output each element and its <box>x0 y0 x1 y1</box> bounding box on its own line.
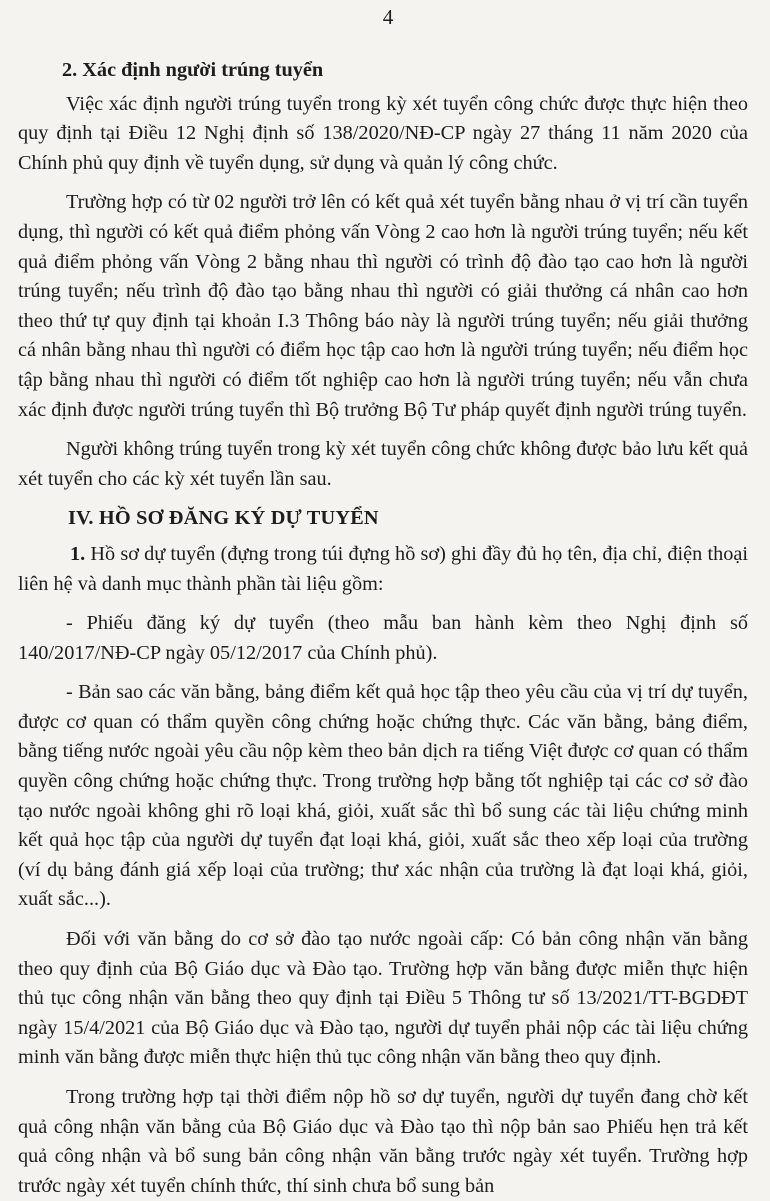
bullet-paragraph: - Bản sao các văn bằng, bảng điểm kết quả học tập theo yêu cầu của vị trí dự tuyển, được cơ quan có thẩm quyền công chứng hoặc chứng thực. Các văn bằng, bảng điểm, bằng tiếng nước ngoài yêu cầu nộp kèm theo bản dịch ra tiếng Việt được cơ quan có thẩm quyền công chứng hoặc chứng thực. Trong trường hợp bằng tốt nghiệp tại các cơ sở đào tạo nước ngoài không ghi rõ loại khá, giỏi, xuất sắc thì bổ sung các tài liệu chứng minh kết quả học tập của người dự tuyển đạt loại khá, giỏi, xuất sắc theo xếp loại của trường (ví dụ bảng đánh giá xếp loại của trường; thư xác nhận của trường là đạt loại khá, giỏi, xuất sắc...). <box>18 681 748 911</box>
bullet-paragraph: - Phiếu đăng ký dự tuyển (theo mẫu ban hành kèm theo Nghị định số 140/2017/NĐ-CP ngày 05/12/2017 của Chính phủ). <box>18 612 748 664</box>
item-1-paragraph <box>18 540 748 599</box>
paragraph: Đối với văn bằng do cơ sở đào tạo nước ngoài cấp: Có bản công nhận văn bằng theo quy định của Bộ Giáo dục và Đào tạo. Trường hợp văn bằng được miễn thực hiện thủ tục công nhận văn bằng theo quy định tại Điều 5 Thông tư số 13/2021/TT-BGDĐT ngày 15/4/2021 của Bộ Giáo dục và Đào tạo, người dự tuyển phải nộp các tài liệu chứng minh văn bằng được miễn thực hiện thủ tục công nhận văn bằng theo quy định. <box>18 928 748 1069</box>
section-2-heading: 2. Xác định người trúng tuyển <box>62 59 324 81</box>
paragraph: Trường hợp có từ 02 người trở lên có kết quả xét tuyển bằng nhau ở vị trí cần tuyển dụng, thì người có kết quả điểm phỏng vấn Vòng 2 cao hơn là người trúng tuyển; nếu kết quả điểm phỏng vấn Vòng 2 bằng nhau thì người có trình độ đào tạo cao hơn là người trúng tuyển; nếu trình độ đào tạo bằng nhau thì người có giải thưởng cá nhân cao hơn theo thứ tự quy định tại khoản I.3 Thông báo này là người trúng tuyển; nếu giải thưởng cá nhân bằng nhau thì người có điểm học tập cao hơn là người trúng tuyển; nếu điểm học tập bằng nhau thì người có điểm tốt nghiệp cao hơn là người trúng tuyển; nếu vẫn chưa xác định được người trúng tuyển thì Bộ trưởng Bộ Tư pháp quyết định người trúng tuyển. <box>18 191 748 421</box>
paragraph: Việc xác định người trúng tuyển trong kỳ xét tuyển công chức được thực hiện theo quy định tại Điều 12 Nghị định số 138/2020/NĐ-CP ngày 27 tháng 11 năm 2020 của Chính phủ quy định về tuyển dụng, sử dụng và quản lý công chức. <box>18 92 748 174</box>
page-number: 4 <box>382 5 394 29</box>
section-4-heading: IV. HỒ SƠ ĐĂNG KÝ DỰ TUYỂN <box>68 507 379 530</box>
item-1-number: 1. <box>70 542 86 565</box>
item-1-text: Hồ sơ dự tuyển (đựng trong túi đựng hồ sơ) ghi đầy đủ họ tên, địa chỉ, điện thoại liên hệ và danh mục thành phần tài liệu gồm: <box>18 542 748 595</box>
paragraph: Người không trúng tuyển trong kỳ xét tuyển công chức không được bảo lưu kết quả xét tuyển cho các kỳ xét tuyển lần sau. <box>18 438 748 490</box>
paragraph: Trong trường hợp tại thời điểm nộp hồ sơ dự tuyển, người dự tuyển đang chờ kết quả công nhận văn bằng của Bộ Giáo dục và Đào tạo thì nộp bản sao Phiếu hẹn trả kết quả công nhận và bổ sung bản công nhận văn bằng trước ngày xét tuyển. Trường hợp trước ngày xét tuyển chính thức, thí sinh chưa bổ sung bản <box>18 1086 748 1197</box>
